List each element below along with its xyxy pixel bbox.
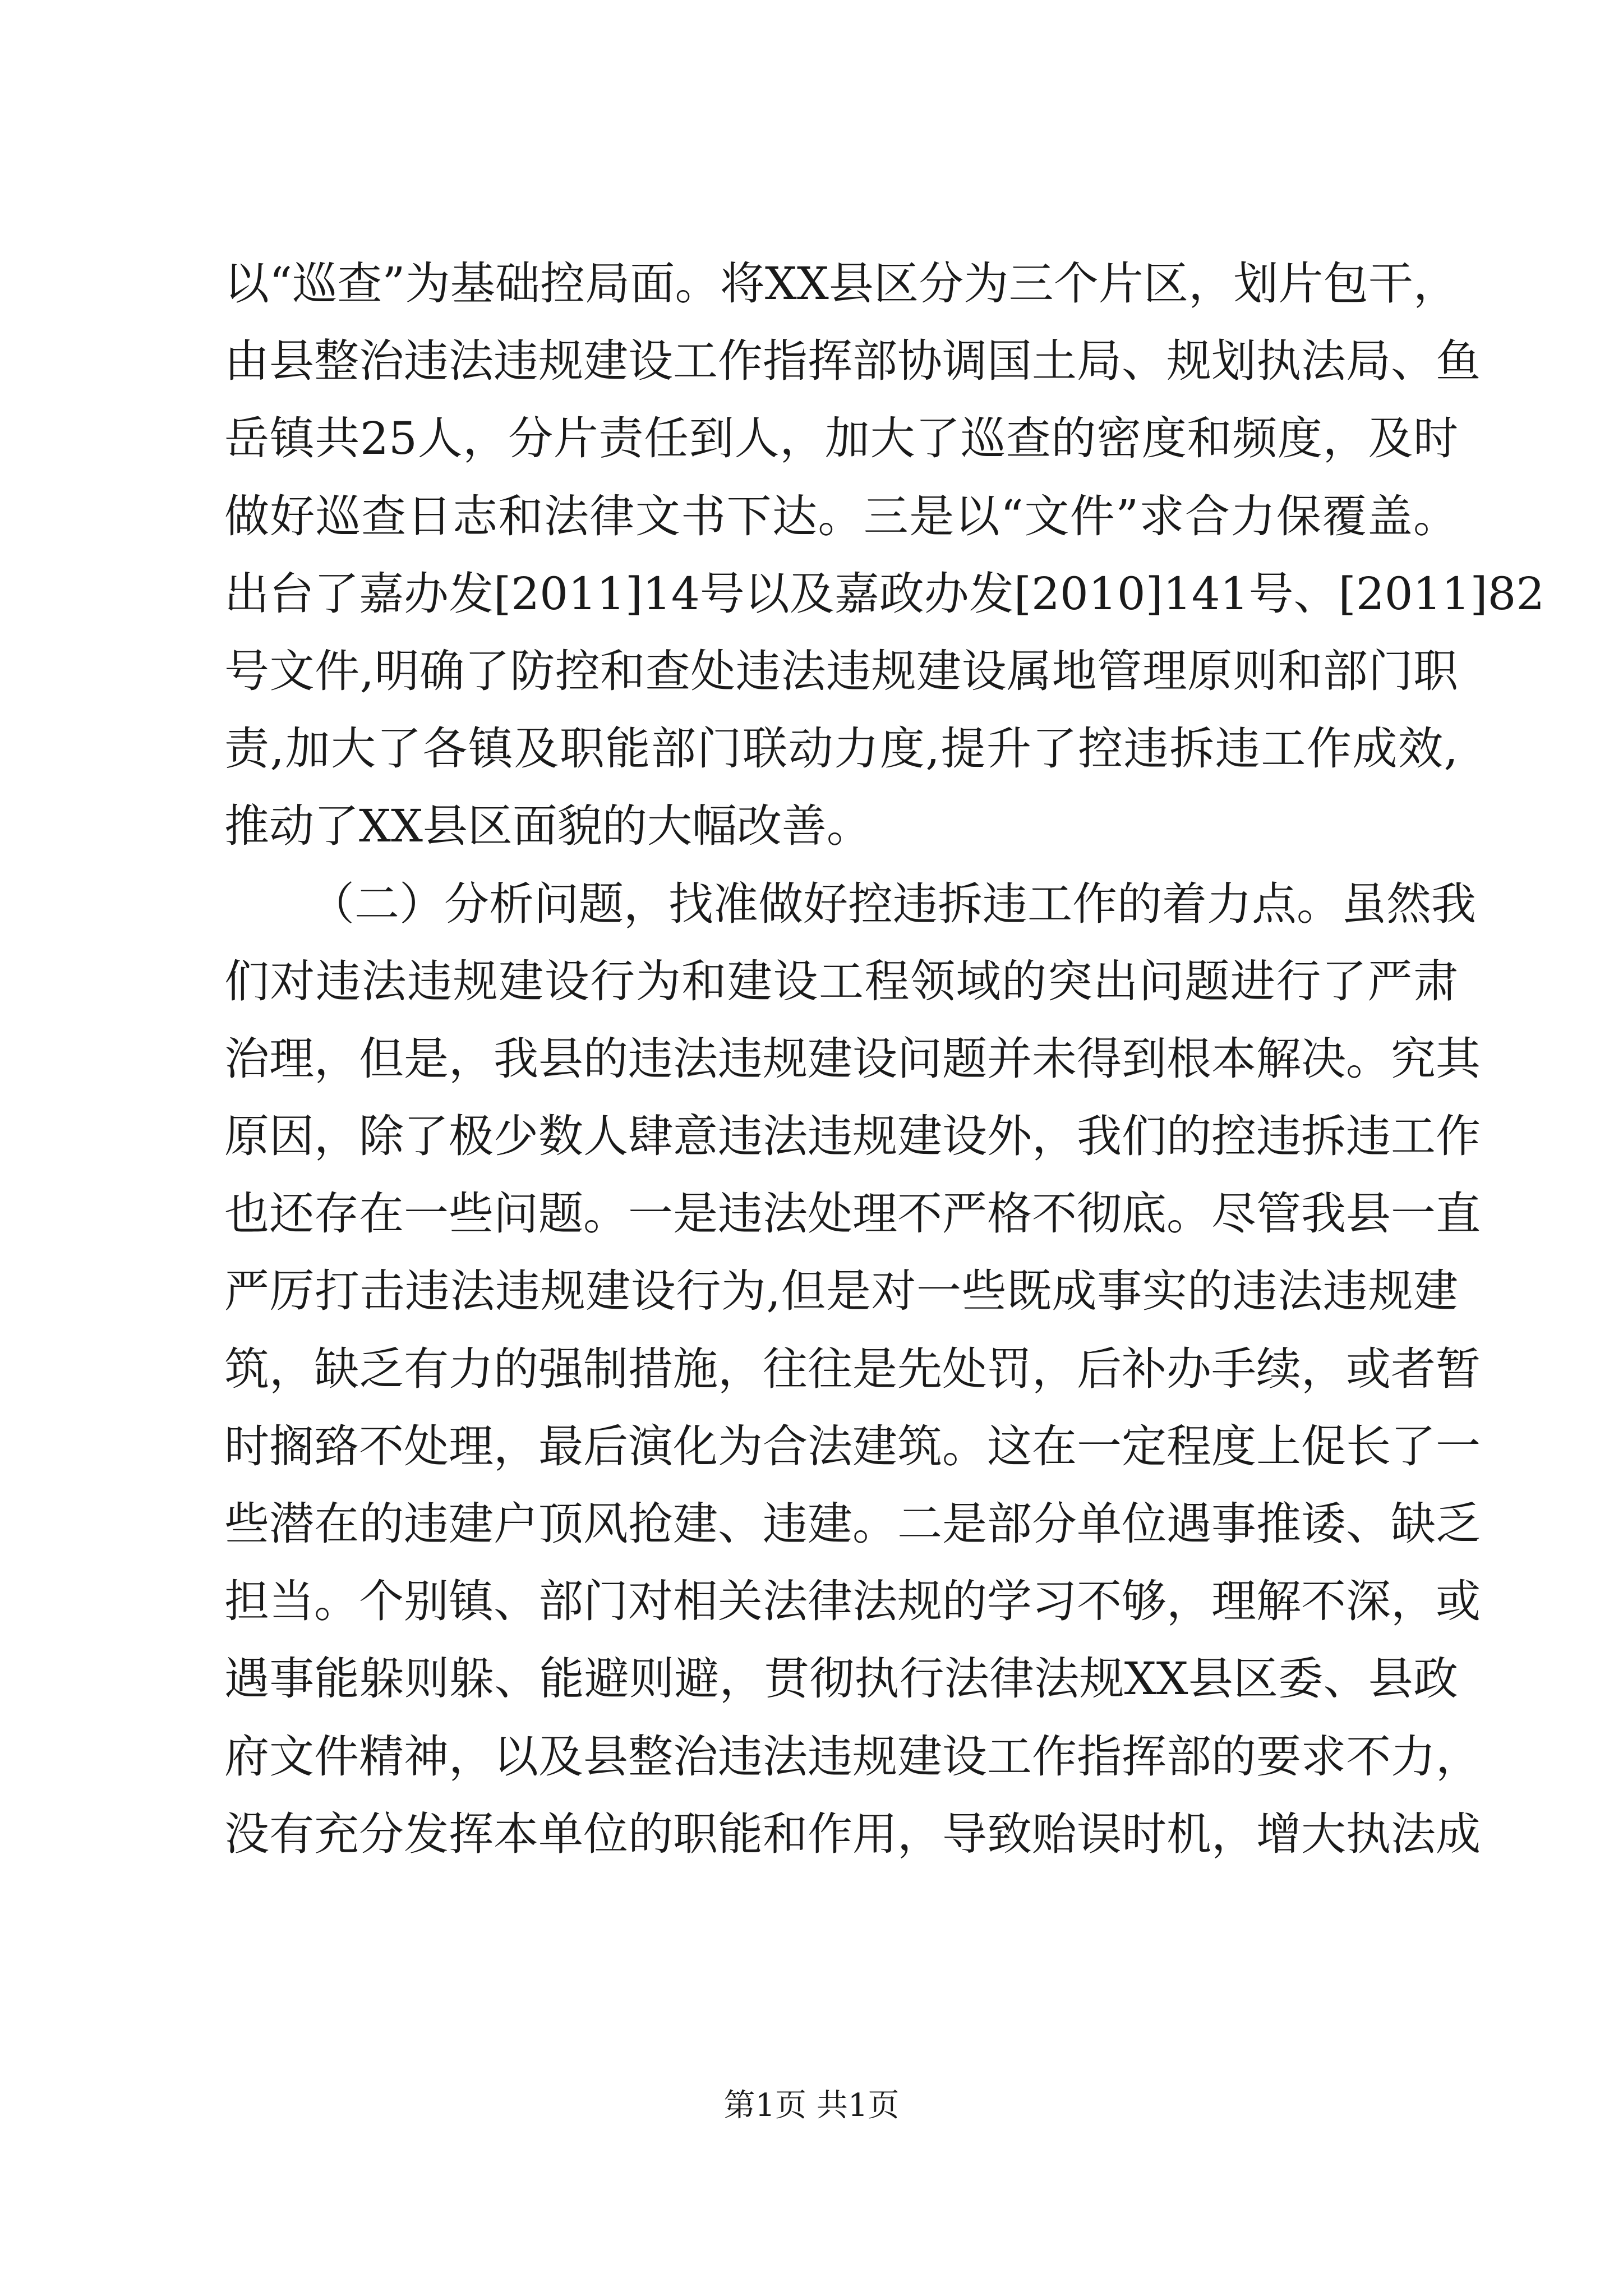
text-line: 遇事能躲则躲、能避则避，贯彻执行法律法规XX县区委、县政	[224, 1653, 1458, 1705]
text-line: 也还存在一些问题。一是违法处理不严格不彻底。尽管我县一直	[224, 1188, 1481, 1240]
text-line: 由县整治违法违规建设工作指挥部协调国土局、规划执法局、鱼	[224, 335, 1481, 388]
text-line: 治理，但是，我县的违法违规建设问题并未得到根本解决。究其	[224, 1032, 1481, 1085]
text-line: 责,加大了各镇及职能部门联动力度,提升了控违拆违工作成效,	[224, 723, 1458, 775]
text-line: 做好巡查日志和法律文书下达。三是以“文件”求合力保覆盖。	[224, 490, 1458, 542]
text-line: 号文件,明确了防控和查处违法违规建设属地管理原则和部门职	[224, 645, 1458, 697]
text-line: 们对违法违规建设行为和建设工程领域的突出问题进行了严肃	[224, 955, 1458, 1007]
text-line: 没有充分发挥本单位的职能和作用，导致贻误时机，增大执法成	[224, 1807, 1481, 1860]
text-line: （二）分析问题，找准做好控违拆违工作的着力点。虽然我	[310, 877, 1476, 930]
body-text	[224, 245, 1545, 1873]
page-footer	[0, 2086, 1623, 2126]
page-number: 第1页 共1页	[723, 2087, 900, 2124]
text-line: 些潜在的违建户顶风抢建、违建。二是部分单位遇事推诿、缺乏	[224, 1498, 1481, 1550]
text-line: 筑，缺乏有力的强制措施，往往是先处罚，后补办手续，或者暂	[224, 1342, 1481, 1395]
text-line: 岳镇共25人，分片责任到人，加大了巡查的密度和频度，及时	[224, 412, 1458, 465]
text-line: 推动了XX县区面貌的大幅改善。	[224, 800, 872, 853]
text-line: 担当。个别镇、部门对相关法律法规的学习不够，理解不深，或	[224, 1575, 1481, 1628]
text-line: 出台了嘉办发[2011]14号以及嘉政办发[2010]141号、[2011]82	[224, 567, 1545, 620]
text-line: 时搁臵不处理，最后演化为合法建筑。这在一定程度上促长了一	[224, 1420, 1481, 1473]
text-line: 以“巡查”为基础控局面。将XX县区分为三个片区，划片包干，	[224, 257, 1458, 310]
text-line: 严厉打击违法违规建设行为,但是对一些既成事实的违法违规建	[224, 1265, 1458, 1318]
text-line: 府文件精神，以及县整治违法违规建设工作指挥部的要求不力，	[224, 1730, 1481, 1783]
text-line: 原因，除了极少数人肆意违法违规建设外，我们的控违拆违工作	[224, 1110, 1481, 1163]
